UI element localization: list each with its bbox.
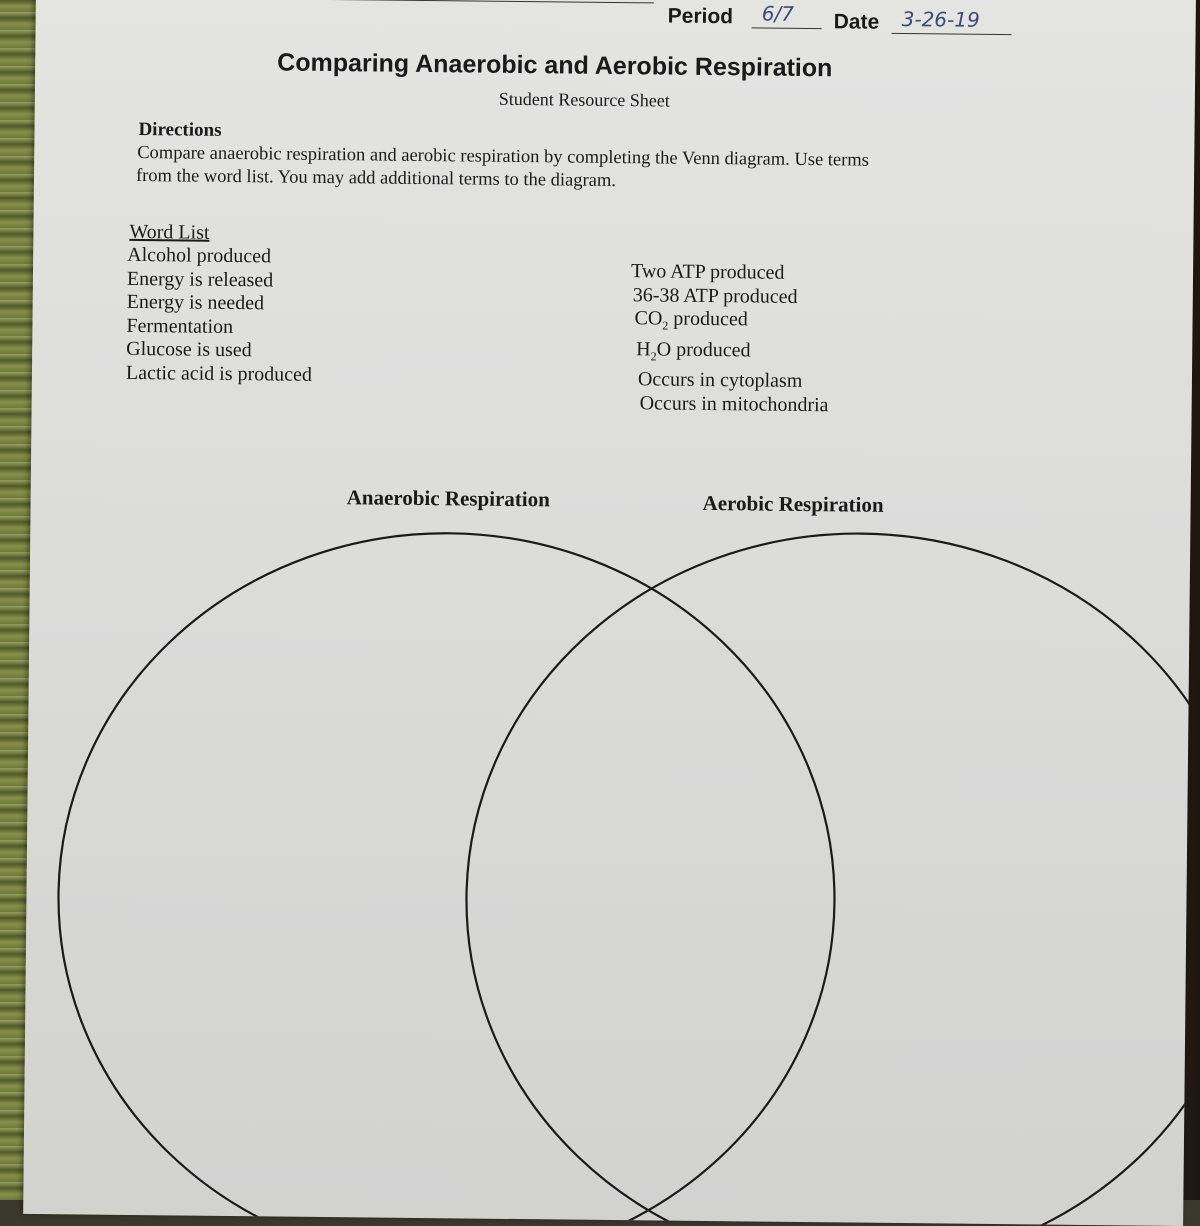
period-value: 6/7 bbox=[761, 1, 795, 26]
word-list-item: $CO_2$ produced bbox=[634, 307, 748, 333]
venn-label-anaerobic: Anaerobic Respiration bbox=[346, 485, 550, 512]
venn-circle-aerobic bbox=[463, 530, 1196, 1226]
word-list-item: Alcohol produced bbox=[127, 243, 272, 268]
worksheet-page bbox=[23, 0, 1196, 1226]
directions-line-2: from the word list. You may add additional terms to the diagram. bbox=[135, 165, 617, 192]
word-list-item: Occurs in mitochondria bbox=[639, 391, 829, 416]
word-list-item: Energy is needed bbox=[126, 290, 265, 315]
word-list-item: Glucose is used bbox=[126, 337, 252, 362]
period-label: Period bbox=[667, 4, 734, 29]
date-label: Date bbox=[833, 10, 880, 34]
venn-circle-anaerobic bbox=[55, 529, 839, 1226]
word-list-item: 36-38 ATP produced bbox=[632, 283, 798, 308]
word-list-item: Fermentation bbox=[126, 314, 234, 338]
directions-heading: Directions bbox=[138, 119, 222, 141]
word-list-item: Occurs in cytoplasm bbox=[637, 368, 803, 392]
page-title: Comparing Anaerobic and Aerobic Respiration bbox=[277, 48, 833, 83]
word-list-item: Energy is released bbox=[126, 267, 274, 291]
word-list-item: Lactic acid is produced bbox=[125, 361, 313, 386]
directions-line-1: Compare anaerobic respiration and aerobic respiration by completing the Venn diagram. Use terms bbox=[137, 142, 870, 171]
word-list-item: Two ATP produced bbox=[630, 260, 785, 284]
page-subtitle: Student Resource Sheet bbox=[498, 88, 670, 111]
date-value: 3-26-19 bbox=[901, 6, 980, 32]
word-list-heading: Word List bbox=[129, 220, 210, 244]
venn-diagram bbox=[23, 0, 1196, 1226]
word-list-item: $H_2O$ produced bbox=[636, 337, 751, 363]
venn-label-aerobic: Aerobic Respiration bbox=[702, 490, 884, 517]
